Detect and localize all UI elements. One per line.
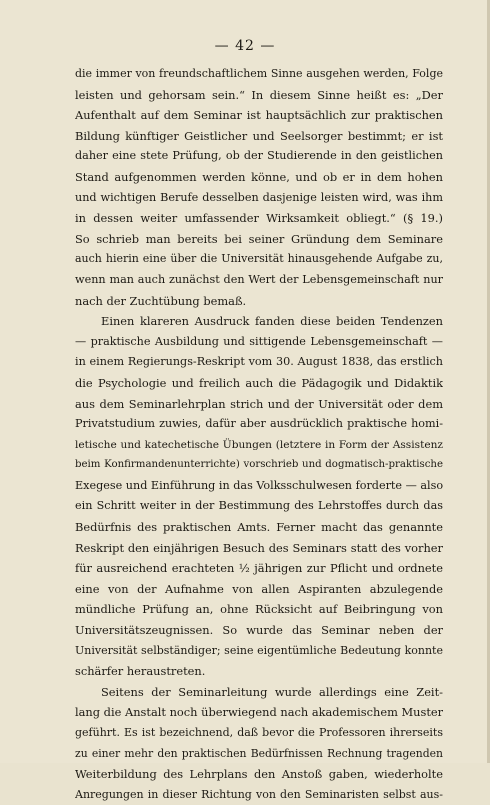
body-text (75, 64, 443, 805)
text-line: Universitätszeugnissen. So wurde das Seminar neben der (75, 623, 443, 638)
text-line: schärfer heraustreten. (75, 664, 206, 679)
text-line: leisten und gehorsam sein.“ In diesem Sinne heißt es: „Der (75, 87, 443, 102)
text-line: daher eine stete Prüfung, ob der Studierende in den geistlichen (75, 149, 443, 163)
text-line: in einem Regierungs-Reskript vom 30. August 1838, das erstlich (75, 355, 443, 369)
text-line: So schrieb man bereits bei seiner Gründung dem Seminare (75, 231, 443, 246)
text-line: auch hierin eine über die Universität hinausgehende Aufgabe zu, (75, 252, 443, 266)
text-line: beim Konfirmandenunterrichte) vorschrieb und dogmatisch-praktische (75, 459, 443, 471)
text-line: lang die Anstalt noch überwiegend nach akademischem Muster (75, 705, 443, 720)
text-line: und wichtigen Berufe desselben dasjenige leisten wird, was ihm (75, 190, 443, 204)
text-line: ein Schritt weiter in der Bestimmung des Lehrstoffes durch das (75, 499, 443, 513)
text-line: Anregungen in dieser Richtung von den Seminaristen selbst aus- (75, 787, 443, 801)
text-line: letische und katechetische Übungen (letztere in Form der Assistenz (75, 438, 443, 451)
text-line: für ausreichend erachteten ½ jährigen zur Pflicht und ordnete (75, 561, 443, 576)
text-line: aus dem Seminarlehrplan strich und der Universität oder dem (75, 396, 443, 411)
text-line: Privatstudium zuwies, dafür aber ausdrücklich praktische homi- (75, 417, 443, 431)
text-line: zu einer mehr den praktischen Bedürfnissen Rechnung tragenden (75, 746, 443, 760)
text-line: wenn man auch zunächst den Wert der Lebensgemeinschaft nur (75, 272, 443, 286)
text-line: Reskript den einjährigen Besuch des Seminars statt des vorher (75, 540, 443, 555)
text-line: — praktische Ausbildung und sittigende Lebensgemeinschaft — (75, 334, 443, 348)
text-line: Universität selbständiger; seine eigentümliche Bedeutung konnte (75, 643, 443, 657)
text-line: eine von der Aufnahme von allen Aspiranten abzulegende (75, 581, 443, 596)
text-line: mündliche Prüfung an, ohne Rücksicht auf Beibringung von (75, 602, 443, 617)
text-line: die Psychologie und freilich auch die Pädagogik und Didaktik (75, 375, 443, 390)
text-line: in dessen weiter umfassender Wirksamkeit obliegt.“ (§ 19.) (75, 211, 443, 226)
text-line: geführt. Es ist bezeichnend, daß bevor die Professoren ihrerseits (75, 726, 443, 739)
text-line: Exegese und Einführung in das Volksschulwesen forderte — also (75, 478, 443, 492)
text-line: Aufenthalt auf dem Seminar ist hauptsächlich zur praktischen (75, 108, 443, 123)
text-line: Bildung künftiger Geistlicher und Seelsorger bestimmt; er ist (75, 128, 443, 143)
text-line: die immer von freundschaftlichem Sinne ausgehen werden, Folge (75, 67, 443, 80)
text-line: Bedürfnis des praktischen Amts. Ferner macht das genannte (75, 520, 443, 535)
page-number: — 42 — (214, 38, 276, 54)
text-line: Seitens der Seminarleitung wurde allerdings eine Zeit- (101, 684, 443, 699)
text-line: nach der Zuchtübung bemaß. (75, 293, 247, 308)
text-line: Weiterbildung des Lehrplans den Anstoß gaben, wiederholte (75, 767, 443, 782)
text-line: Einen klareren Ausdruck fanden diese beiden Tendenzen (101, 314, 443, 329)
text-line: Stand aufgenommen werden könne, und ob er in dem hohen (75, 169, 443, 184)
